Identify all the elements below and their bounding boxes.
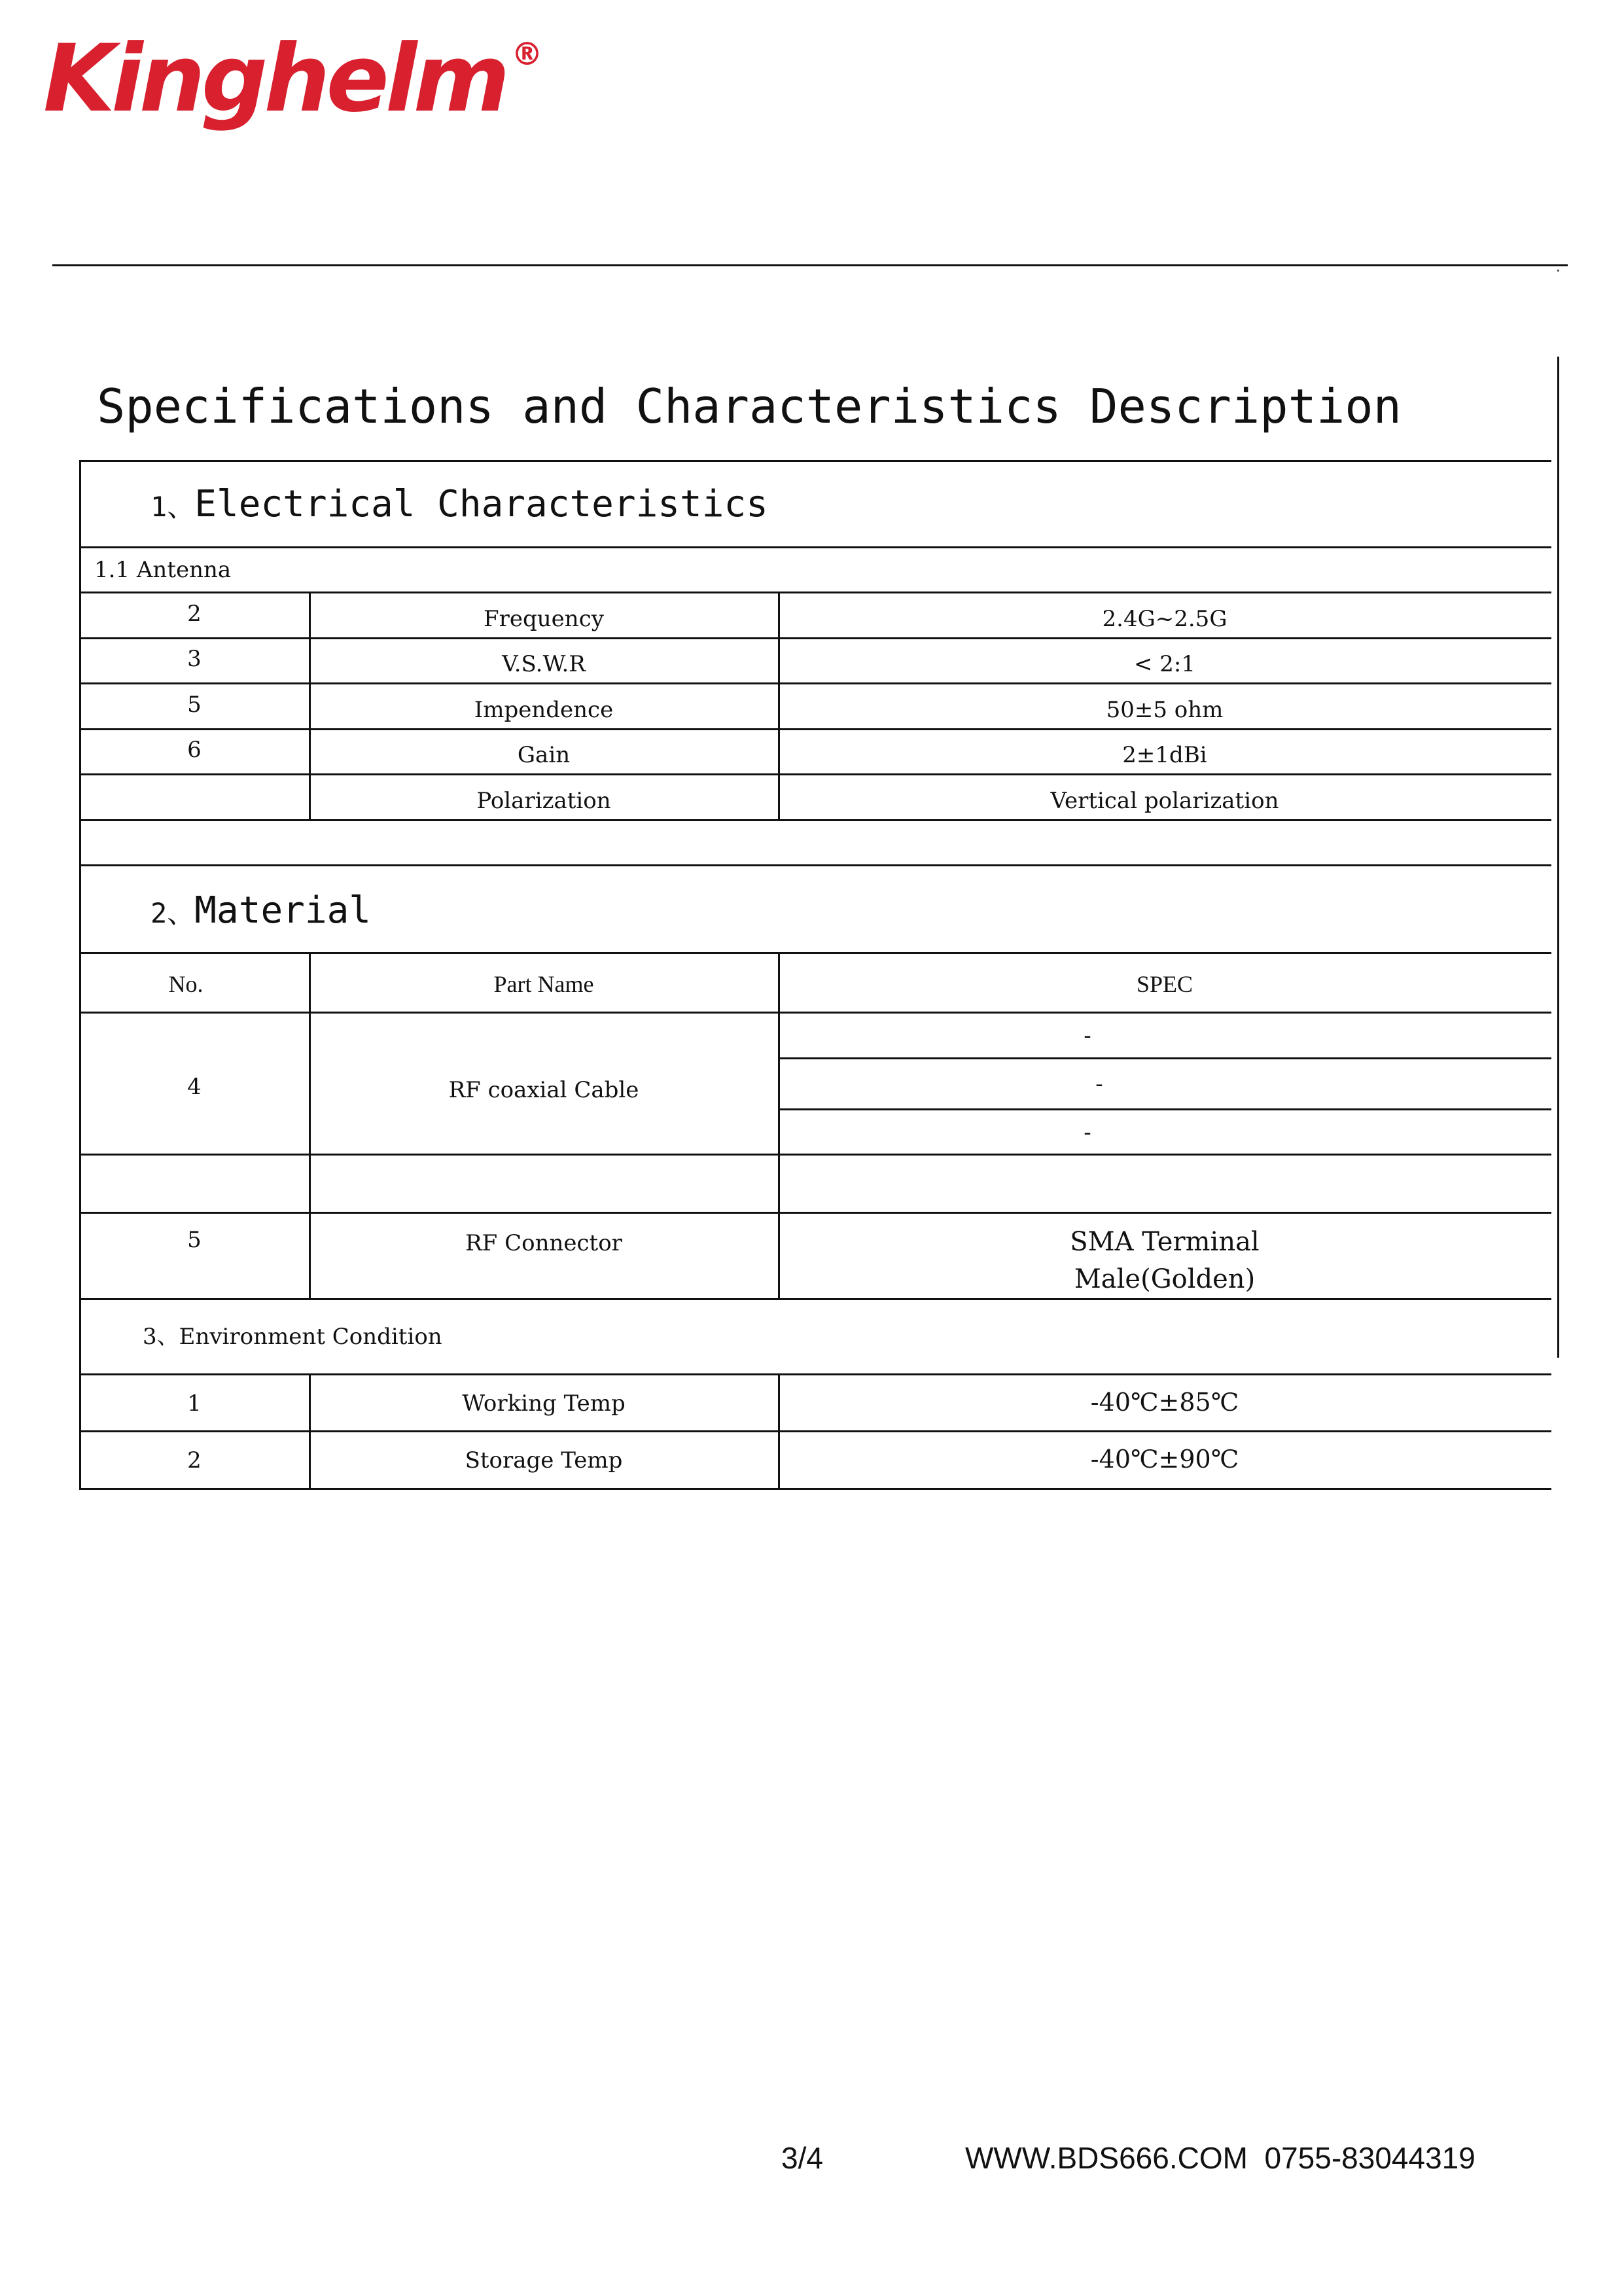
header-divider xyxy=(52,264,1568,266)
rule xyxy=(79,682,1551,684)
page-number: 3/4 xyxy=(781,2141,823,2175)
col-divider-2-material xyxy=(778,953,780,1300)
page-title: Specifications and Characteristics Description xyxy=(97,379,1402,434)
rule xyxy=(79,1012,1551,1014)
header-dot xyxy=(1557,270,1559,272)
company-logo: Kinghelm ® xyxy=(43,25,543,133)
footer-contact xyxy=(965,2143,1475,2173)
rule xyxy=(79,592,1551,593)
table-left-border xyxy=(79,460,81,1490)
rule xyxy=(79,952,1551,954)
section-electrical-heading: 1、Electrical Characteristics xyxy=(150,483,768,525)
col-divider-2-electrical xyxy=(778,593,780,821)
col-divider-1-electrical xyxy=(309,593,311,821)
rule xyxy=(79,1373,1551,1375)
rule xyxy=(79,460,1551,462)
rule xyxy=(79,1488,1551,1490)
rule xyxy=(79,1298,1551,1300)
rule xyxy=(79,819,1551,821)
rule xyxy=(79,864,1551,866)
col-divider-1-material xyxy=(309,953,311,1300)
rule xyxy=(778,1057,1551,1059)
col-divider-1-env xyxy=(309,1375,311,1490)
rule xyxy=(79,1212,1551,1214)
rule xyxy=(79,1154,1551,1156)
rule xyxy=(79,728,1551,730)
footer-phone: 0755-83044319 xyxy=(1264,2141,1475,2175)
col-divider-2-env xyxy=(778,1375,780,1490)
rule xyxy=(778,1108,1551,1110)
rule xyxy=(79,773,1551,775)
rule xyxy=(79,546,1551,548)
footer-website: WWW.BDS666.COM xyxy=(965,2141,1248,2175)
section-material-heading: 2、Material xyxy=(150,889,372,932)
table-right-border xyxy=(1557,357,1559,1358)
subsection-antenna: 1.1 Antenna xyxy=(94,557,232,583)
registered-mark: ® xyxy=(511,36,543,73)
rule xyxy=(79,1430,1551,1432)
rule xyxy=(79,637,1551,639)
section-environment-heading: 3、Environment Condition xyxy=(143,1324,442,1350)
